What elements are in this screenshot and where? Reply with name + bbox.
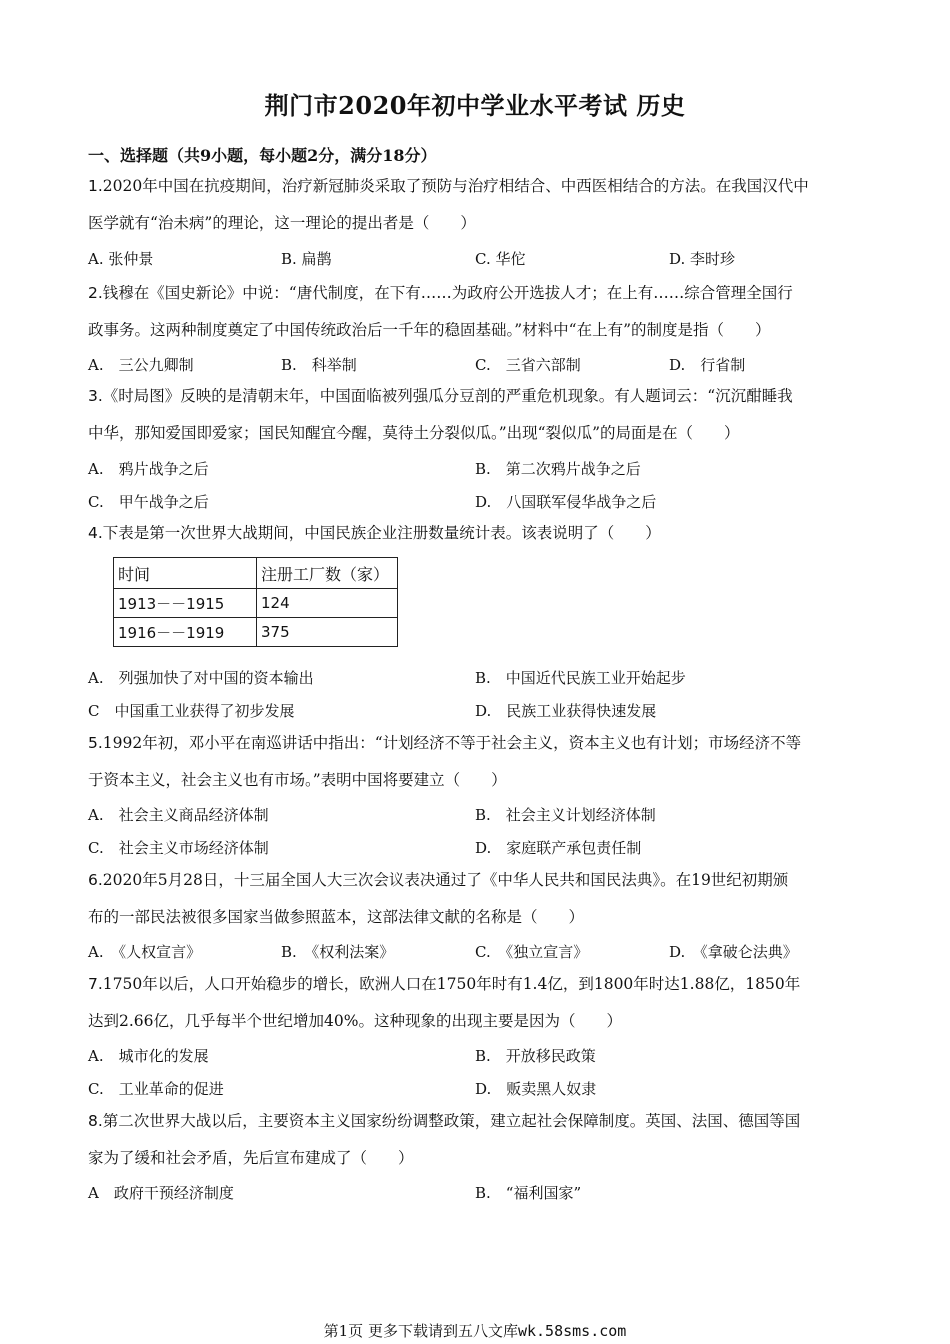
option[interactable]: A. 《人权宣言》 xyxy=(88,943,202,961)
option[interactable]: D. 贩卖黑人奴隶 xyxy=(475,1080,597,1098)
option[interactable]: C 中国重工业获得了初步发展 xyxy=(88,702,295,720)
footer-link[interactable]: wk.58sms.com xyxy=(517,1322,627,1340)
options-q2 xyxy=(88,354,860,380)
question-3 xyxy=(88,378,860,452)
question-text: 2020年中国在抗疫期间，治疗新冠肺炎采取了预防与治疗相结合、中西医相结合的方法。在我国汉代中 xyxy=(102,177,809,195)
option[interactable]: C. 社会主义市场经济体制 xyxy=(88,839,269,857)
table-row xyxy=(114,618,398,647)
option[interactable]: B. 第二次鸦片战争之后 xyxy=(475,460,641,478)
question-text: 政事务。这两种制度奠定了中国传统政治后一千年的稳固基础。”材料中“在上有”的制度是指（ ） xyxy=(88,321,771,339)
option[interactable]: C. 工业革命的促进 xyxy=(88,1080,224,1098)
question-2 xyxy=(88,275,860,349)
option[interactable]: B. 开放移民政策 xyxy=(475,1047,596,1065)
option[interactable]: B. 扁鹊 xyxy=(281,250,332,268)
options-q5-row1 xyxy=(88,804,860,830)
options-q5-row2 xyxy=(88,837,860,863)
option[interactable]: C. 三省六部制 xyxy=(475,356,581,374)
footer-text: 第1页 更多下载请到五八文库 xyxy=(323,1322,518,1340)
question-5 xyxy=(88,725,860,799)
question-number: 3. xyxy=(88,387,103,405)
option[interactable]: D. 《拿破仑法典》 xyxy=(669,943,798,961)
factory-registration-table xyxy=(113,557,398,647)
section-heading: 一、选择题（共9小题，每小题2分，满分18分） xyxy=(88,146,437,165)
option[interactable]: D. 行省制 xyxy=(669,356,746,374)
table-cell: 124 xyxy=(257,589,398,618)
option[interactable]: C. 甲午战争之后 xyxy=(88,493,209,511)
question-text: 2020年5月28日，十三届全国人大三次会议表决通过了《中华人民共和国民法典》。在19世纪初期颁 xyxy=(102,871,789,889)
question-text: 1750年以后，人口开始稳步的增长，欧洲人口在1750年时有1.4亿，到1800年时达1.88亿，1850年 xyxy=(102,975,801,993)
question-number: 8. xyxy=(88,1112,103,1130)
question-text: 达到2.66亿，几乎每半个世纪增加40%。这种现象的出现主要是因为（ ） xyxy=(88,1012,622,1030)
option[interactable]: C. 华佗 xyxy=(475,250,526,268)
question-text: 第二次世界大战以后，主要资本主义国家纷纷调整政策，建立起社会保障制度。英国、法国、德国等国 xyxy=(102,1112,801,1130)
table-cell: 1916－－1919 xyxy=(114,618,257,647)
table-header-cell: 注册工厂数（家） xyxy=(257,558,398,589)
option[interactable]: A. 社会主义商品经济体制 xyxy=(88,806,269,824)
question-number: 6. xyxy=(88,871,103,889)
options-q4-row1 xyxy=(88,667,860,693)
table-cell: 1913－－1915 xyxy=(114,589,257,618)
option[interactable]: D. 家庭联产承包责任制 xyxy=(475,839,642,857)
option[interactable]: A. 列强加快了对中国的资本输出 xyxy=(88,669,314,687)
page-title: 荆门市2020年初中学业水平考试 历史 xyxy=(264,91,686,120)
question-text: 医学就有“治未病”的理论，这一理论的提出者是（ ） xyxy=(88,214,476,232)
option[interactable]: A 政府干预经济制度 xyxy=(88,1184,234,1202)
options-q8-row1 xyxy=(88,1182,860,1208)
table-header-row xyxy=(114,558,398,589)
question-number: 7. xyxy=(88,975,103,993)
table-row xyxy=(114,589,398,618)
question-text: 于资本主义，社会主义也有市场。”表明中国将要建立（ ） xyxy=(88,771,507,789)
page-footer xyxy=(0,1320,950,1341)
option[interactable]: C. 《独立宣言》 xyxy=(475,943,589,961)
question-text: 家为了缓和社会矛盾，先后宣布建成了（ ） xyxy=(88,1149,414,1167)
question-text: 下表是第一次世界大战期间，中国民族企业注册数量统计表。该表说明了（ ） xyxy=(102,524,661,542)
option[interactable]: A. 三公九卿制 xyxy=(88,356,194,374)
options-q3-row2 xyxy=(88,491,860,517)
option[interactable]: B. 科举制 xyxy=(281,356,357,374)
table-header-cell: 时间 xyxy=(114,558,257,589)
question-text: 《时局图》反映的是清朝末年，中国面临被列强瓜分豆剖的严重危机现象。有人题词云：“沉沉酣睡我 xyxy=(102,387,793,405)
option[interactable]: B. 中国近代民族工业开始起步 xyxy=(475,669,686,687)
question-text: 钱穆在《国史新论》中说：“唐代制度，在下有……为政府公开选拔人才；在上有……综合管理全国行 xyxy=(102,284,793,302)
question-text: 1992年初，邓小平在南巡讲话中指出：“计划经济不等于社会主义，资本主义也有计划；市场经济不等 xyxy=(102,734,802,752)
question-number: 5. xyxy=(88,734,103,752)
question-number: 2. xyxy=(88,284,103,302)
options-q7-row2 xyxy=(88,1078,860,1104)
question-number: 4. xyxy=(88,524,103,542)
option[interactable]: A. 张仲景 xyxy=(88,250,154,268)
options-q1 xyxy=(88,248,860,274)
options-q3-row1 xyxy=(88,458,860,484)
option[interactable]: A. 鸦片战争之后 xyxy=(88,460,209,478)
option[interactable]: A. 城市化的发展 xyxy=(88,1047,209,1065)
options-q6 xyxy=(88,941,860,967)
table-cell: 375 xyxy=(257,618,398,647)
option[interactable]: D. 八国联军侵华战争之后 xyxy=(475,493,657,511)
question-1 xyxy=(88,168,860,242)
question-8 xyxy=(88,1103,860,1177)
question-4 xyxy=(88,515,860,552)
question-7 xyxy=(88,966,860,1040)
question-text: 布的一部民法被很多国家当做参照蓝本，这部法律文献的名称是（ ） xyxy=(88,908,585,926)
question-number: 1. xyxy=(88,177,103,195)
options-q4-row2 xyxy=(88,700,860,726)
question-6 xyxy=(88,862,860,936)
option[interactable]: B. “福利国家” xyxy=(475,1184,582,1202)
option[interactable]: D. 民族工业获得快速发展 xyxy=(475,702,657,720)
options-q7-row1 xyxy=(88,1045,860,1071)
question-text: 中华，那知爱国即爱家；国民知醒宜今醒，莫待土分裂似瓜。”出现“裂似瓜”的局面是在（ ） xyxy=(88,424,740,442)
option[interactable]: B. 社会主义计划经济体制 xyxy=(475,806,656,824)
option[interactable]: B. 《权利法案》 xyxy=(281,943,395,961)
option[interactable]: D. 李时珍 xyxy=(669,250,736,268)
